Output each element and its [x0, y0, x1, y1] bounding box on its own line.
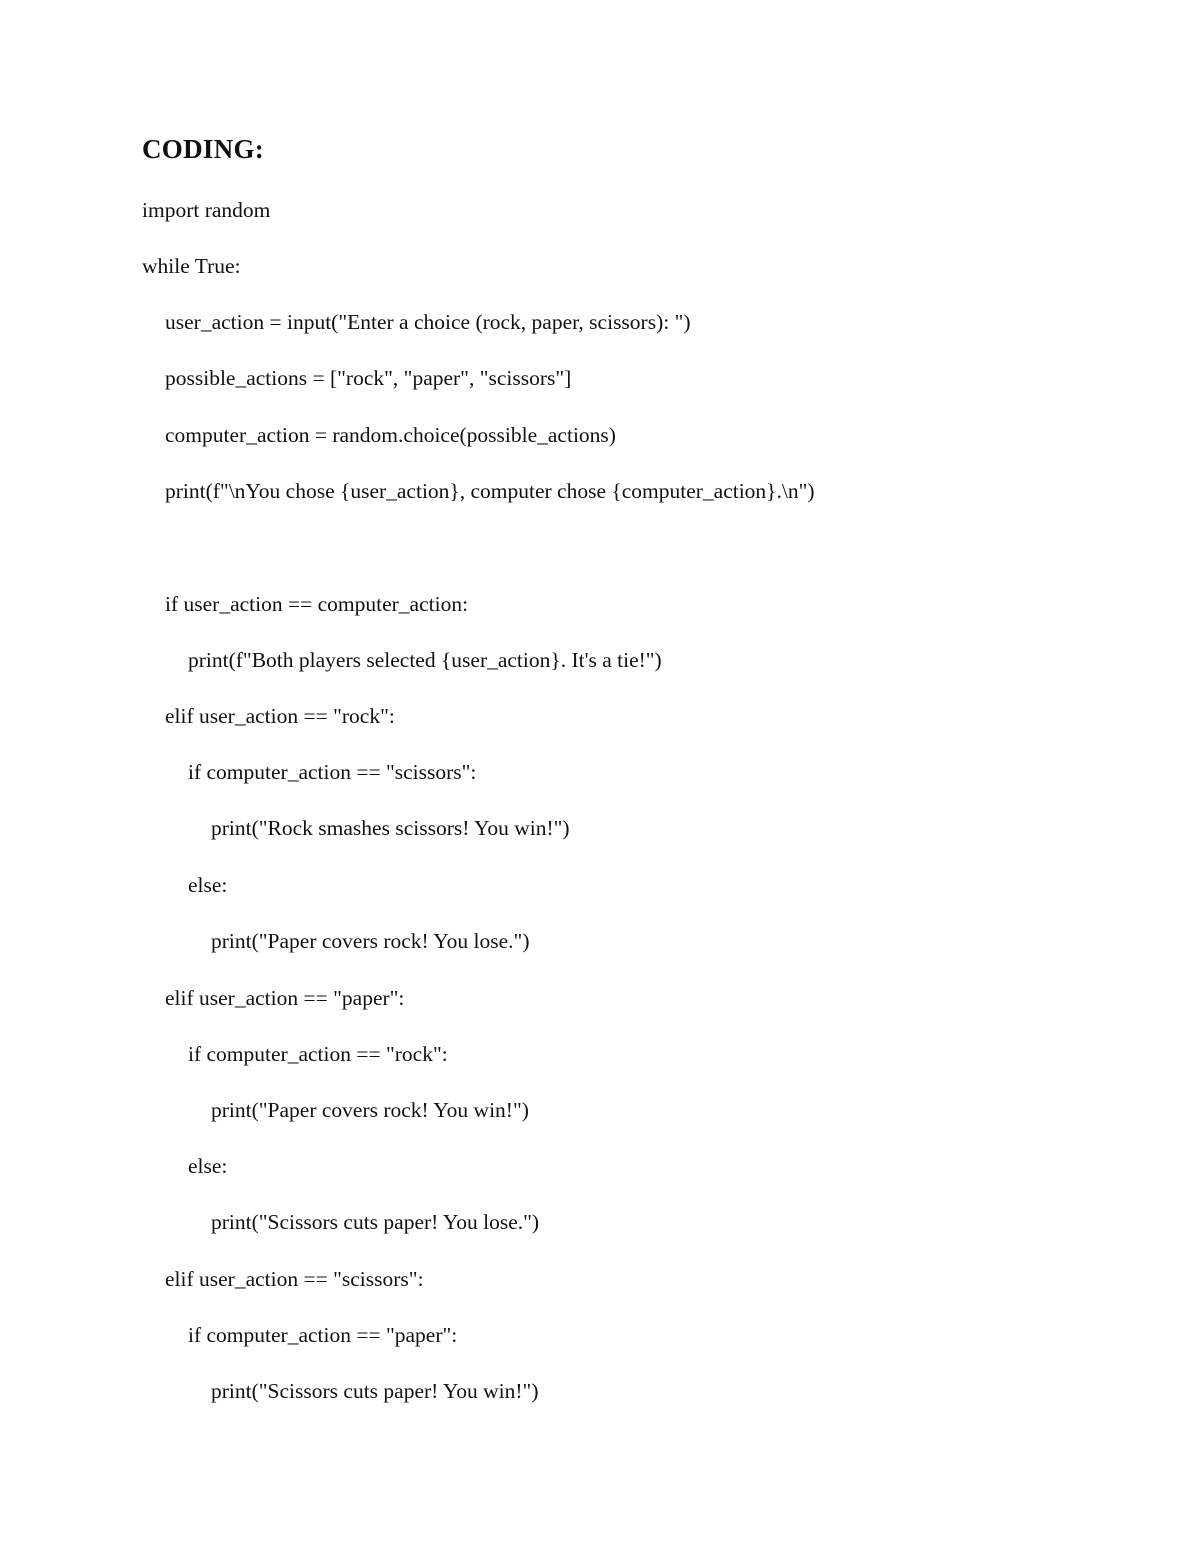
page-title: CODING:: [142, 134, 265, 164]
code-line: print("Paper covers rock! You win!"): [211, 1098, 529, 1122]
code-line: import random: [142, 198, 271, 222]
code-line: else:: [188, 873, 228, 897]
code-line: if computer_action == "rock":: [188, 1042, 448, 1066]
code-line: while True:: [142, 254, 241, 278]
code-line: possible_actions = ["rock", "paper", "scissors"]: [165, 366, 572, 390]
code-line: if computer_action == "scissors":: [188, 760, 477, 784]
code-line: elif user_action == "paper":: [165, 986, 405, 1010]
code-line: print(f"\nYou chose {user_action}, computer chose {computer_action}.\n"): [165, 479, 815, 503]
code-line: print(f"Both players selected {user_action}. It's a tie!"): [188, 648, 662, 672]
code-line: if user_action == computer_action:: [165, 592, 469, 616]
code-line: elif user_action == "rock":: [165, 704, 395, 728]
code-line: print("Scissors cuts paper! You win!"): [211, 1379, 539, 1403]
code-line: elif user_action == "scissors":: [165, 1267, 424, 1291]
code-line: computer_action = random.choice(possible_actions): [165, 423, 616, 447]
code-line: print("Paper covers rock! You lose."): [211, 929, 530, 953]
code-line: if computer_action == "paper":: [188, 1323, 458, 1347]
code-line: print("Scissors cuts paper! You lose."): [211, 1210, 540, 1234]
code-line: user_action = input("Enter a choice (rock, paper, scissors): "): [165, 310, 691, 334]
code-line: print("Rock smashes scissors! You win!"): [211, 816, 570, 840]
code-line: else:: [188, 1154, 228, 1178]
